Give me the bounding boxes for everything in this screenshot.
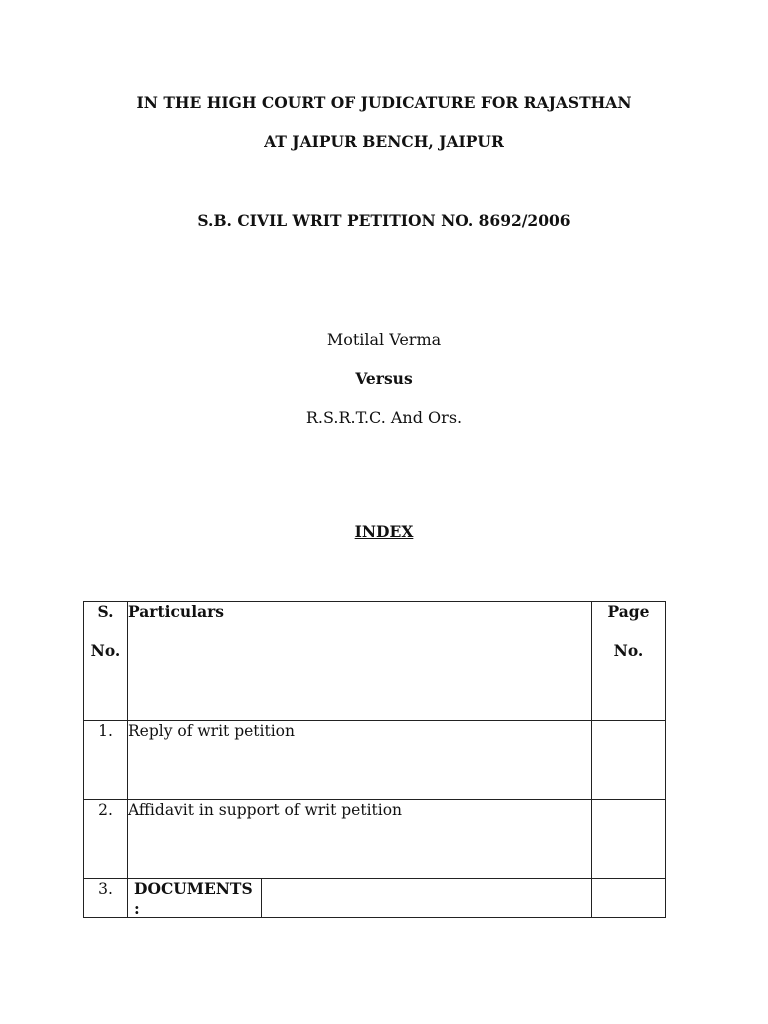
- row-page: [592, 721, 666, 800]
- respondent-name: R.S.R.T.C. And Ors.: [305, 408, 463, 427]
- versus-label: Versus: [355, 369, 413, 388]
- header-sno: [84, 602, 128, 721]
- table-row: [84, 721, 666, 800]
- header-page-line1: Page: [607, 602, 650, 621]
- bench-heading: AT JAIPUR BENCH, JAIPUR: [264, 132, 504, 151]
- row-particulars: DOCUMENTS :: [128, 879, 262, 917]
- row-sno: 1.: [84, 721, 128, 800]
- table-header-row: [84, 602, 666, 721]
- row-page: [592, 879, 666, 918]
- petitioner-name: Motilal Verma: [326, 330, 442, 349]
- row-sno: 3.: [84, 879, 128, 918]
- header-sno-line2: No.: [90, 641, 121, 660]
- row-particulars-cell: [128, 879, 592, 918]
- header-page-line2: No.: [613, 641, 644, 660]
- table-row: [84, 800, 666, 879]
- header-sno-line1: S.: [97, 602, 114, 621]
- table-row: [84, 879, 666, 918]
- header-page: [592, 602, 666, 721]
- case-number: S.B. CIVIL WRIT PETITION NO. 8692/2006: [197, 211, 571, 230]
- index-table: [83, 601, 666, 918]
- row-particulars: Affidavit in support of writ petition: [128, 800, 592, 879]
- row-particulars: Reply of writ petition: [128, 721, 592, 800]
- row-page: [592, 800, 666, 879]
- row-sno: 2.: [84, 800, 128, 879]
- documents-subcell: [262, 879, 591, 917]
- index-title: INDEX: [354, 522, 414, 541]
- court-heading: IN THE HIGH COURT OF JUDICATURE FOR RAJASTHAN: [136, 93, 632, 112]
- header-particulars: Particulars: [128, 602, 592, 721]
